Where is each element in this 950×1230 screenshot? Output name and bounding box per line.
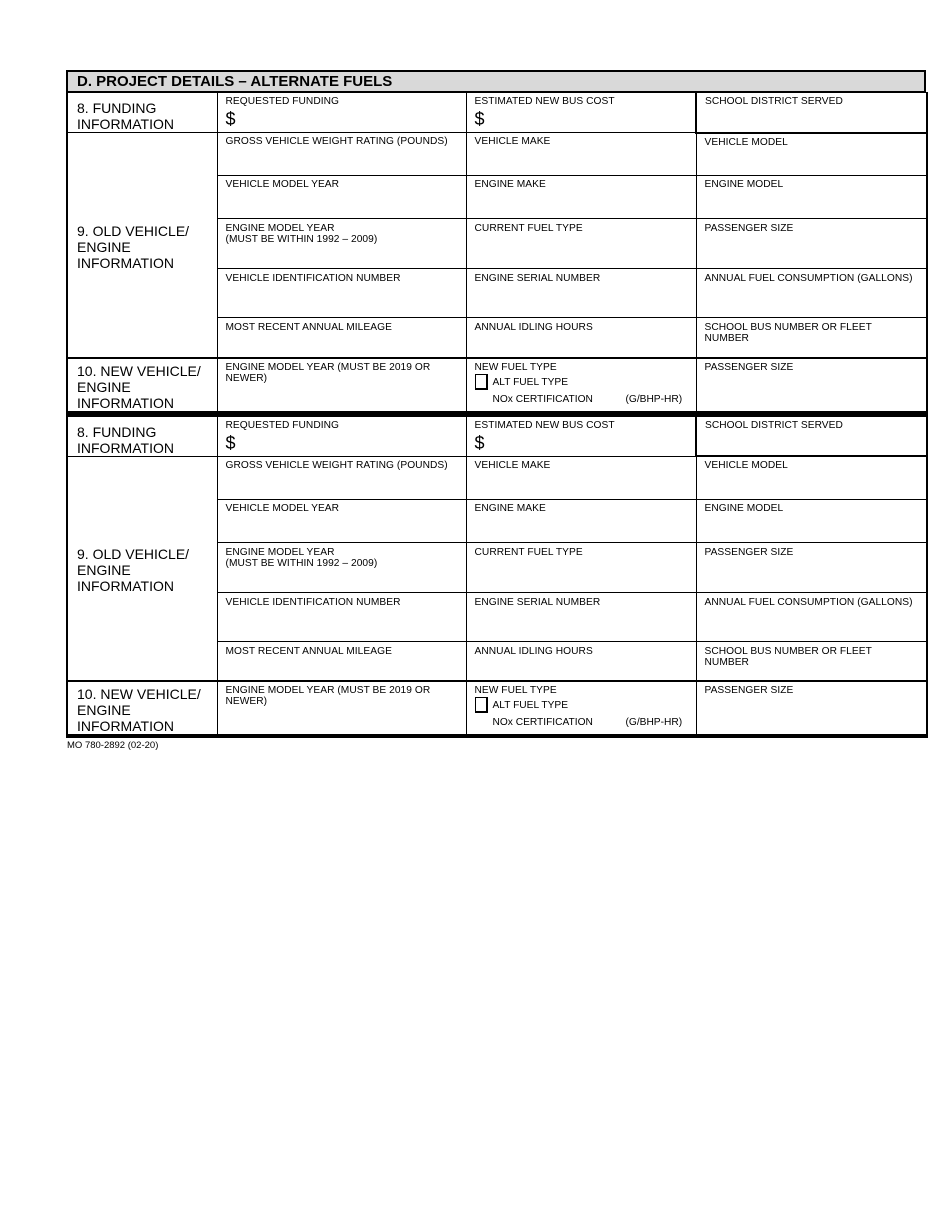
currency-symbol: $: [474, 109, 485, 129]
requested-funding-label: REQUESTED FUNDING: [225, 96, 339, 107]
vehicle-make-label: VEHICLE MAKE: [474, 136, 551, 147]
vehicle-model-label: VEHICLE MODEL: [704, 460, 788, 471]
gvwr-label: GROSS VEHICLE WEIGHT RATING (POUNDS): [225, 136, 448, 147]
vin-field[interactable]: [217, 269, 466, 318]
estimated-bus-cost-field[interactable]: [466, 415, 696, 456]
new-vehicle-section-title: 10. NEW VEHICLE/ ENGINE INFORMATION: [67, 358, 217, 413]
vehicle-model-year-field[interactable]: [217, 176, 466, 219]
idling-hours-field[interactable]: [466, 641, 696, 681]
passenger-size-label: PASSENGER SIZE: [704, 223, 794, 234]
requested-funding-field[interactable]: [217, 93, 466, 133]
mileage-field[interactable]: [217, 641, 466, 681]
engine-make-label: ENGINE MAKE: [474, 179, 546, 190]
vehicle-model-year-field[interactable]: [217, 499, 466, 542]
bus-number-field[interactable]: [696, 318, 927, 358]
nox-unit-label: (G/BHP-HR): [625, 393, 683, 405]
vehicle-make-field[interactable]: [466, 456, 696, 499]
new-engine-model-year-field[interactable]: [217, 681, 466, 736]
passenger-size-label: PASSENGER SIZE: [704, 546, 794, 558]
new-engine-model-year-label: ENGINE MODEL YEAR (MUST BE 2019 OR NEWER): [225, 685, 431, 707]
vehicle-block-1: [66, 92, 928, 414]
new-fuel-type-label: NEW FUEL TYPE: [474, 685, 557, 696]
old-vehicle-section-title: 9. OLD VEHICLE/ ENGINE INFORMATION: [67, 456, 217, 681]
alt-fuel-label: ALT FUEL TYPE: [492, 376, 568, 388]
annual-fuel-label: ANNUAL FUEL CONSUMPTION (GALLONS): [704, 273, 913, 284]
engine-serial-field[interactable]: [466, 269, 696, 318]
new-engine-model-year-label: ENGINE MODEL YEAR (MUST BE 2019 OR NEWER): [225, 361, 431, 384]
old-vehicle-section-title: 9. OLD VEHICLE/ ENGINE INFORMATION: [67, 133, 217, 358]
mileage-label: MOST RECENT ANNUAL MILEAGE: [225, 645, 392, 657]
new-vehicle-section-title: 10. NEW VEHICLE/ ENGINE INFORMATION: [67, 681, 217, 736]
alt-fuel-label: ALT FUEL TYPE: [492, 700, 568, 711]
engine-model-year-field[interactable]: [217, 542, 466, 592]
vin-label: VEHICLE IDENTIFICATION NUMBER: [225, 596, 401, 608]
current-fuel-type-label: CURRENT FUEL TYPE: [474, 546, 583, 558]
gvwr-label: GROSS VEHICLE WEIGHT RATING (POUNDS): [225, 459, 448, 471]
engine-serial-field[interactable]: [466, 592, 696, 641]
school-district-field[interactable]: [696, 93, 927, 133]
idling-hours-label: ANNUAL IDLING HOURS: [474, 322, 593, 333]
engine-make-label: ENGINE MAKE: [474, 502, 546, 514]
project-details-form: [66, 70, 926, 738]
currency-symbol: $: [474, 432, 485, 453]
nox-unit-label: (G/BHP-HR): [625, 717, 683, 728]
nox-certification-label: NOx CERTIFICATION: [492, 717, 593, 728]
currency-symbol: $: [225, 432, 236, 453]
funding-section-title: 8. FUNDING INFORMATION: [67, 93, 217, 133]
engine-model-field[interactable]: [696, 176, 927, 219]
bus-number-label: SCHOOL BUS NUMBER OR FLEET NUMBER: [704, 645, 872, 668]
vin-field[interactable]: [217, 592, 466, 641]
annual-fuel-label: ANNUAL FUEL CONSUMPTION (GALLONS): [704, 596, 913, 608]
new-fuel-type-label: NEW FUEL TYPE: [474, 361, 557, 373]
alt-fuel-checkbox[interactable]: [475, 697, 488, 713]
gvwr-field[interactable]: [217, 133, 466, 176]
estimated-bus-cost-label: ESTIMATED NEW BUS COST: [474, 96, 615, 107]
school-district-label: SCHOOL DISTRICT SERVED: [705, 419, 843, 431]
bus-number-label: SCHOOL BUS NUMBER OR FLEET NUMBER: [704, 322, 872, 344]
nox-certification-label: NOx CERTIFICATION: [492, 393, 593, 405]
mileage-field[interactable]: [217, 318, 466, 358]
engine-model-year-field[interactable]: [217, 219, 466, 269]
vehicle-model-year-label: VEHICLE MODEL YEAR: [225, 179, 340, 190]
vehicle-model-label: VEHICLE MODEL: [704, 136, 788, 148]
estimated-bus-cost-field[interactable]: [466, 93, 696, 133]
new-passenger-size-label: PASSENGER SIZE: [704, 685, 794, 696]
new-fuel-type-field[interactable]: [466, 681, 696, 736]
current-fuel-type-field[interactable]: [466, 219, 696, 269]
form-number: MO 780-2892 (02-20): [67, 740, 159, 751]
new-fuel-type-field[interactable]: [466, 358, 696, 413]
vehicle-make-field[interactable]: [466, 133, 696, 176]
requested-funding-field[interactable]: [217, 415, 466, 456]
passenger-size-field[interactable]: [696, 542, 927, 592]
engine-serial-label: ENGINE SERIAL NUMBER: [474, 596, 601, 608]
new-engine-model-year-field[interactable]: [217, 358, 466, 413]
engine-model-year-note: (MUST BE WITHIN 1992 – 2009): [225, 234, 378, 245]
requested-funding-label: REQUESTED FUNDING: [225, 419, 339, 431]
section-header: D. PROJECT DETAILS – ALTERNATE FUELS: [66, 70, 926, 92]
new-passenger-size-label: PASSENGER SIZE: [704, 361, 794, 373]
gvwr-field[interactable]: [217, 456, 466, 499]
engine-model-label: ENGINE MODEL: [704, 179, 784, 190]
current-fuel-type-label: CURRENT FUEL TYPE: [474, 223, 583, 234]
passenger-size-field[interactable]: [696, 219, 927, 269]
vehicle-model-year-label: VEHICLE MODEL YEAR: [225, 502, 340, 514]
annual-fuel-field[interactable]: [696, 592, 927, 641]
engine-make-field[interactable]: [466, 176, 696, 219]
vehicle-block-2: [66, 414, 928, 739]
idling-hours-label: ANNUAL IDLING HOURS: [474, 645, 593, 657]
engine-model-field[interactable]: [696, 499, 927, 542]
engine-model-year-label: ENGINE MODEL YEAR: [225, 223, 335, 234]
vehicle-model-field[interactable]: [696, 133, 927, 176]
current-fuel-type-field[interactable]: [466, 542, 696, 592]
engine-model-year-note: (MUST BE WITHIN 1992 – 2009): [225, 557, 378, 569]
funding-section-title: 8. FUNDING INFORMATION: [67, 415, 217, 456]
engine-make-field[interactable]: [466, 499, 696, 542]
currency-symbol: $: [225, 109, 236, 129]
annual-fuel-field[interactable]: [696, 269, 927, 318]
school-district-label: SCHOOL DISTRICT SERVED: [705, 96, 843, 107]
new-passenger-size-field[interactable]: [696, 681, 927, 736]
alt-fuel-checkbox[interactable]: [475, 374, 488, 390]
vehicle-make-label: VEHICLE MAKE: [474, 459, 551, 471]
engine-model-label: ENGINE MODEL: [704, 502, 784, 514]
engine-serial-label: ENGINE SERIAL NUMBER: [474, 273, 601, 284]
engine-model-year-label: ENGINE MODEL YEAR: [225, 546, 335, 558]
mileage-label: MOST RECENT ANNUAL MILEAGE: [225, 322, 392, 333]
vehicle-model-field[interactable]: [696, 456, 927, 499]
vin-label: VEHICLE IDENTIFICATION NUMBER: [225, 273, 401, 284]
new-passenger-size-field[interactable]: [696, 358, 927, 413]
school-district-field[interactable]: [696, 415, 927, 456]
idling-hours-field[interactable]: [466, 318, 696, 358]
estimated-bus-cost-label: ESTIMATED NEW BUS COST: [474, 419, 615, 431]
bus-number-field[interactable]: [696, 641, 927, 681]
